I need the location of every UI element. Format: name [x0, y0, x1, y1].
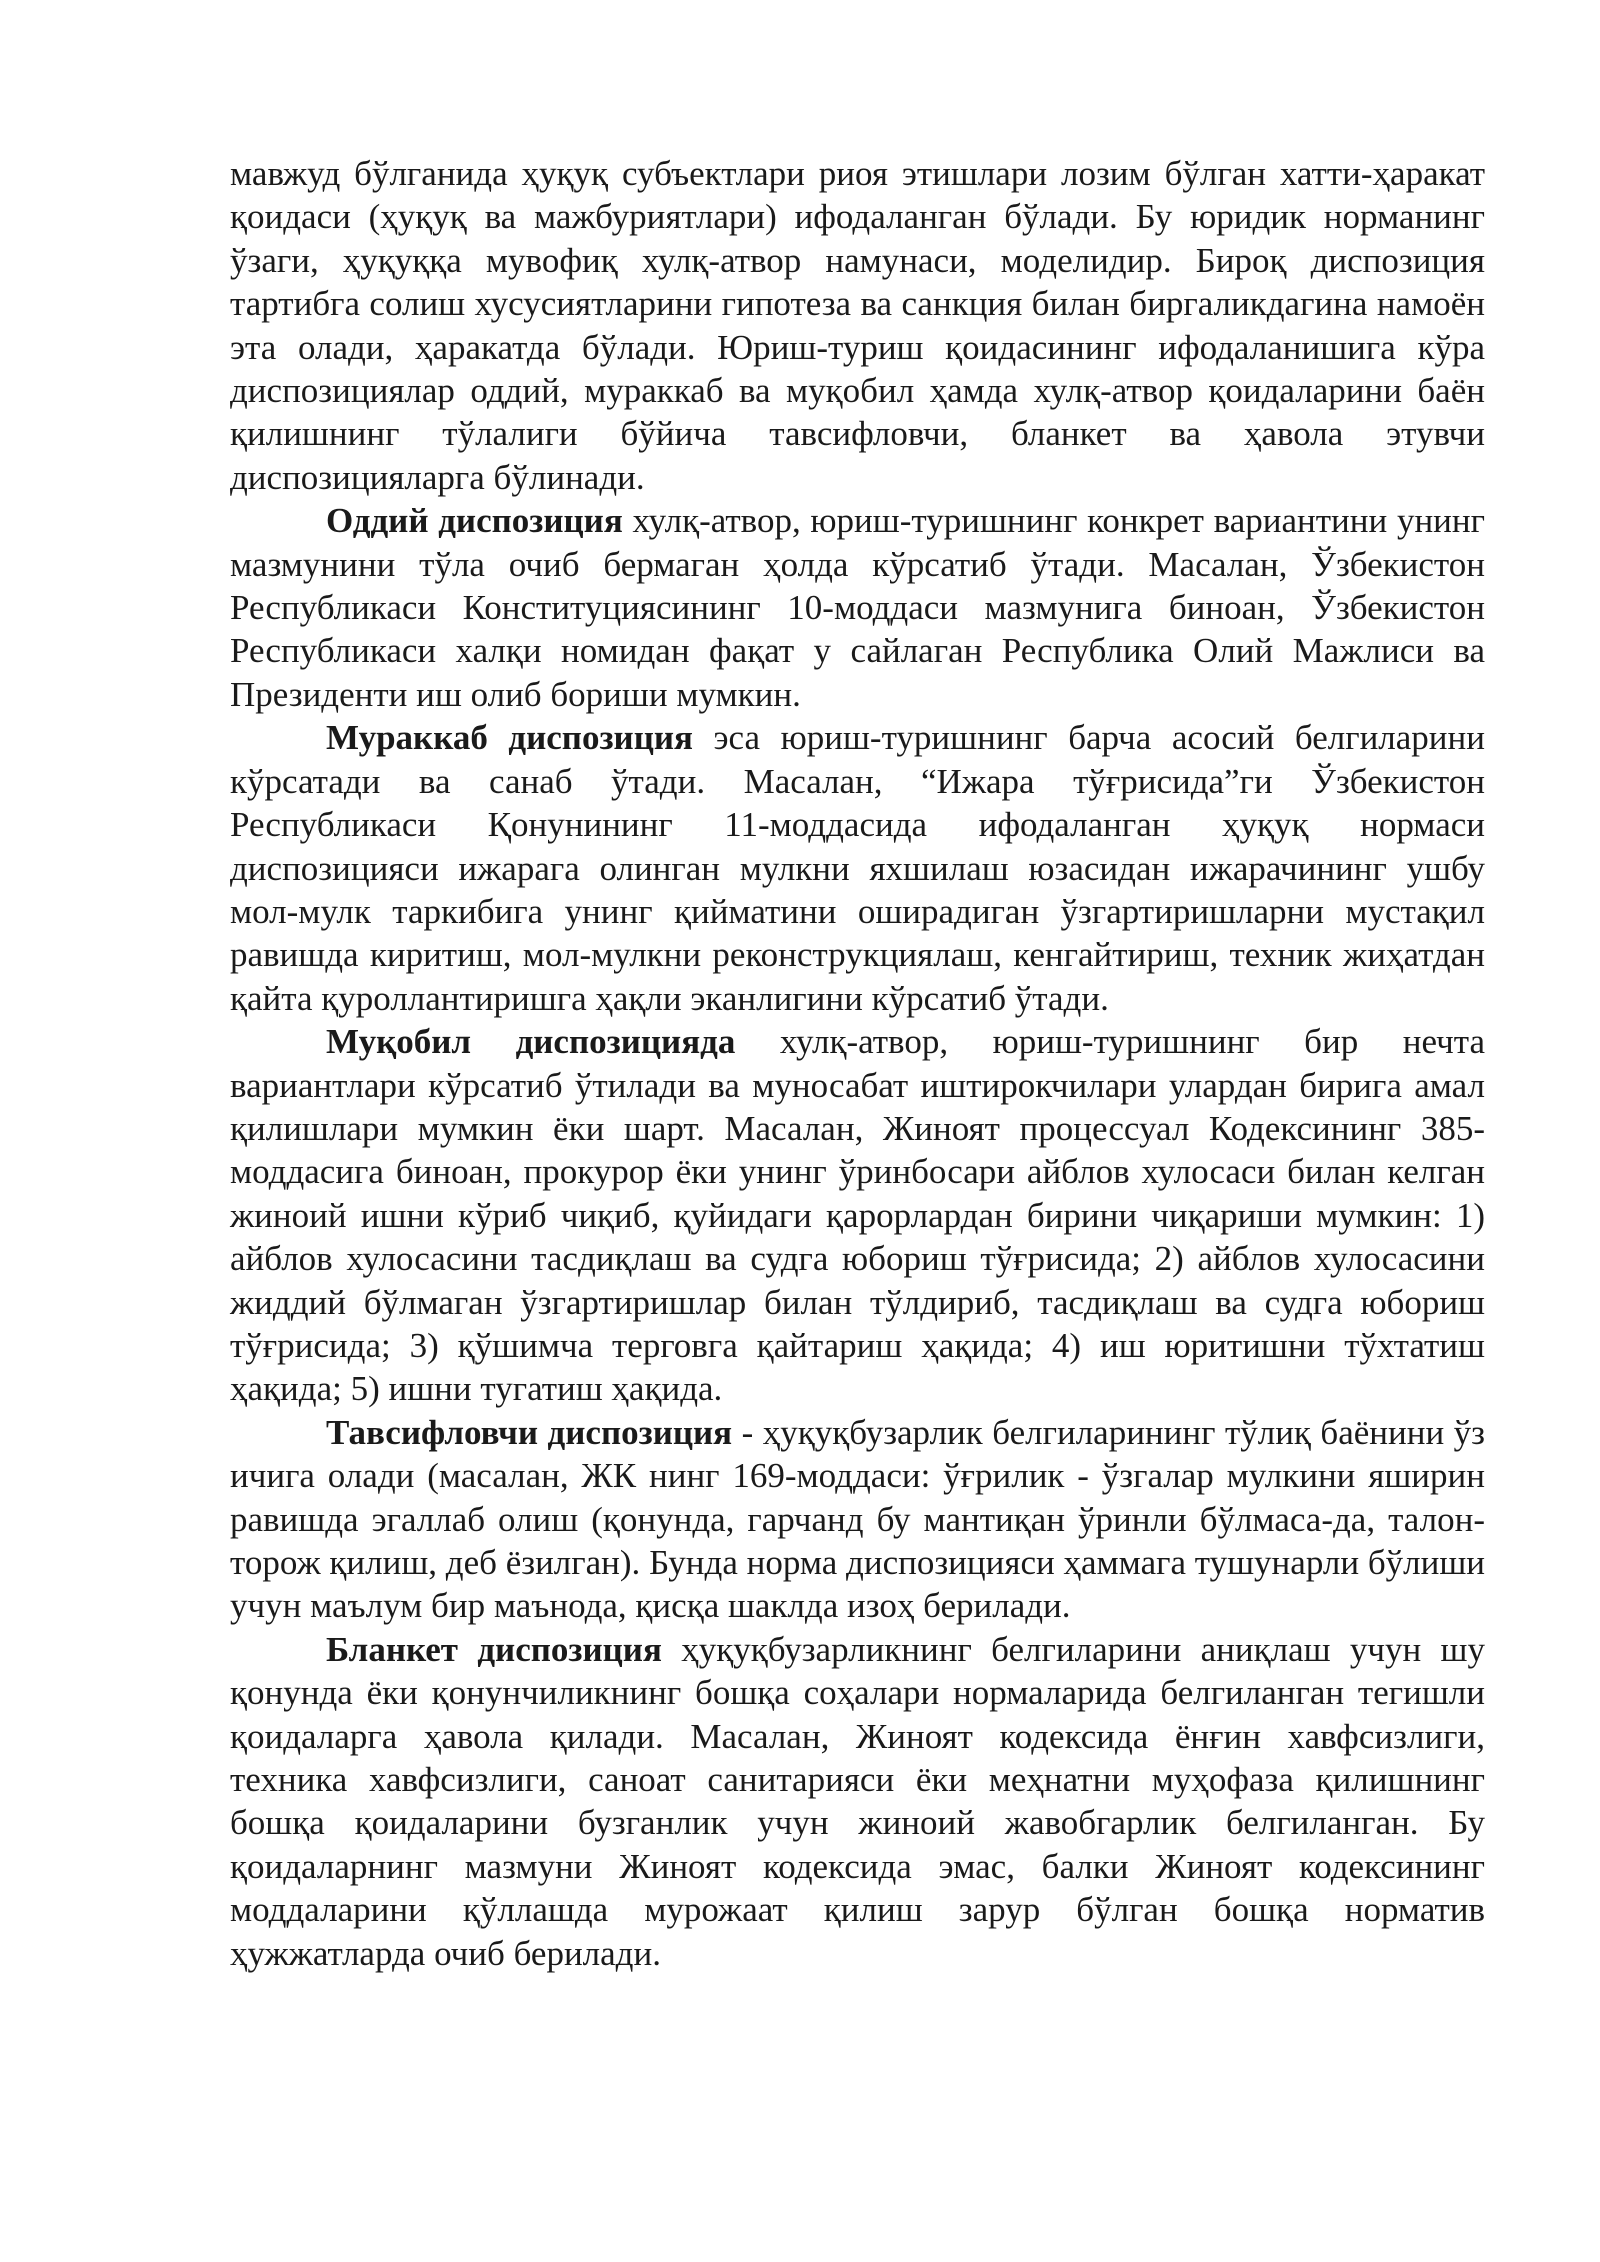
paragraph-intro [230, 152, 1485, 499]
paragraph-alternative-disposition [230, 1020, 1485, 1411]
paragraph-blanket-disposition [230, 1628, 1485, 1975]
paragraph-text: эса юриш-туришнинг барча асосий белгиларини кўрсатади ва санаб ўтади. Масалан, “Ижара тўғрисида”ги Ўзбекистон Республикаси Қонунининг 11-моддасида ифодаланган ҳуқуқ нормаси диспозицияси ижарага олинган мулкни яхшилаш юзасидан ижарачининг ушбу мол-мулк таркибига унинг қийматини оширадиган ўзгартиришларни мустақил равишда киритиш, мол-мулкни реконструкциялаш, кенгайтириш, техник жиҳатдан қайта қуроллантиришга ҳақли эканлигини кўрсатиб ўтади. [230, 718, 1485, 1018]
paragraph-term: Мураккаб диспозиция [326, 718, 693, 758]
paragraph-term: Оддий диспозиция [326, 501, 623, 541]
paragraph-text: хулқ-атвор, юриш-туришнинг конкрет вариантини унинг мазмунини тўла очиб бермаган ҳолда кўрсатиб ўтади. Масалан, Ўзбекистон Республикаси Конституциясининг 10-моддаси мазмунига биноан, Ўзбекистон Республикаси халқи номидан фақат у сайлаган Республика Олий Мажлиси ва Президенти иш олиб бориши мумкин. [230, 501, 1485, 714]
document-page [230, 152, 1485, 1975]
paragraph-descriptive-disposition [230, 1411, 1485, 1628]
paragraph-complex-disposition [230, 716, 1485, 1020]
paragraph-term: Муқобил диспозицияда [326, 1022, 736, 1062]
paragraph-text: хулқ-атвор, юриш-туришнинг бир нечта вариантлари кўрсатиб ўтилади ва муносабат иштирокчилари улардан бирига амал қилишлари мумкин ёки шарт. Масалан, Жиноят процессуал Кодексининг 385-моддасига биноан, прокурор ёки унинг ўринбосари айблов хулосаси билан келган жиноий ишни кўриб чиқиб, қуйидаги қарорлардан бирини чиқариши мумкин: 1) айблов хулосасини тасдиқлаш ва судга юбориш тўғрисида; 2) айблов хулосасини жиддий бўлмаган ўзгартиришлар билан тўлдириб, тасдиқлаш ва судга юбориш тўғрисида; 3) қўшимча терговга қайтариш ҳақида; 4) иш юритишни тўхтатиш ҳақида; 5) ишни тугатиш ҳақида. [230, 1022, 1485, 1409]
paragraph-text: - ҳуқуқбузарлик белгиларининг тўлиқ баёнини ўз ичига олади (масалан, ЖК нинг 169-моддаси: ўғрилик - ўзгалар мулкини яширин равишда эгаллаб олиш (қонунда, гарчанд бу мантиқан ўринли бўлмаса-да, талон-торож қилиш, деб ёзилган). Бунда норма диспозицияси ҳаммага тушунарли бўлиши учун маълум бир маънода, қисқа шаклда изоҳ берилади. [230, 1412, 1485, 1626]
paragraph-text: мавжуд бўлганида ҳуқуқ субъектлари риоя этишлари лозим бўлган хатти-ҳаракат қоидаси (ҳуқуқ ва мажбуриятлари) ифодаланган бўлади. Бу юридик норманинг ўзаги, ҳуқуққа мувофиқ хулқ-атвор намунаси, моделидир. Бироқ диспозиция тартибга солиш хусусиятларини гипотеза ва санкция билан биргаликдагина намоён эта олади, ҳаракатда бўлади. Юриш-туриш қоидасининг ифодаланишига кўра диспозициялар оддий, мураккаб ва муқобил ҳамда хулқ-атвор қоидаларини баён қилишнинг тўлалиги бўйича тавсифловчи, бланкет ва ҳавола этувчи диспозицияларга бўлинади. [230, 154, 1485, 497]
paragraph-text: ҳуқуқбузарликнинг белгиларини аниқлаш учун шу қонунда ёки қонунчиликнинг бошқа соҳалари нормаларида белгиланган тегишли қоидаларга ҳавола қилади. Масалан, Жиноят кодексида ёнғин хавфсизлиги, техника хавфсизлиги, саноат санитарияси ёки меҳнатни муҳофаза қилишнинг бошқа қоидаларини бузганлик учун жиноий жавобгарлик белгиланган. Бу қоидаларнинг мазмуни Жиноят кодексида эмас, балки Жиноят кодексининг моддаларини қўллашда мурожаат қилиш зарур бўлган бошқа норматив ҳужжатларда очиб берилади. [230, 1629, 1485, 1973]
paragraph-simple-disposition [230, 499, 1485, 716]
paragraph-term: Тавсифловчи диспозиция [326, 1412, 733, 1452]
paragraph-term: Бланкет диспозиция [326, 1629, 662, 1669]
